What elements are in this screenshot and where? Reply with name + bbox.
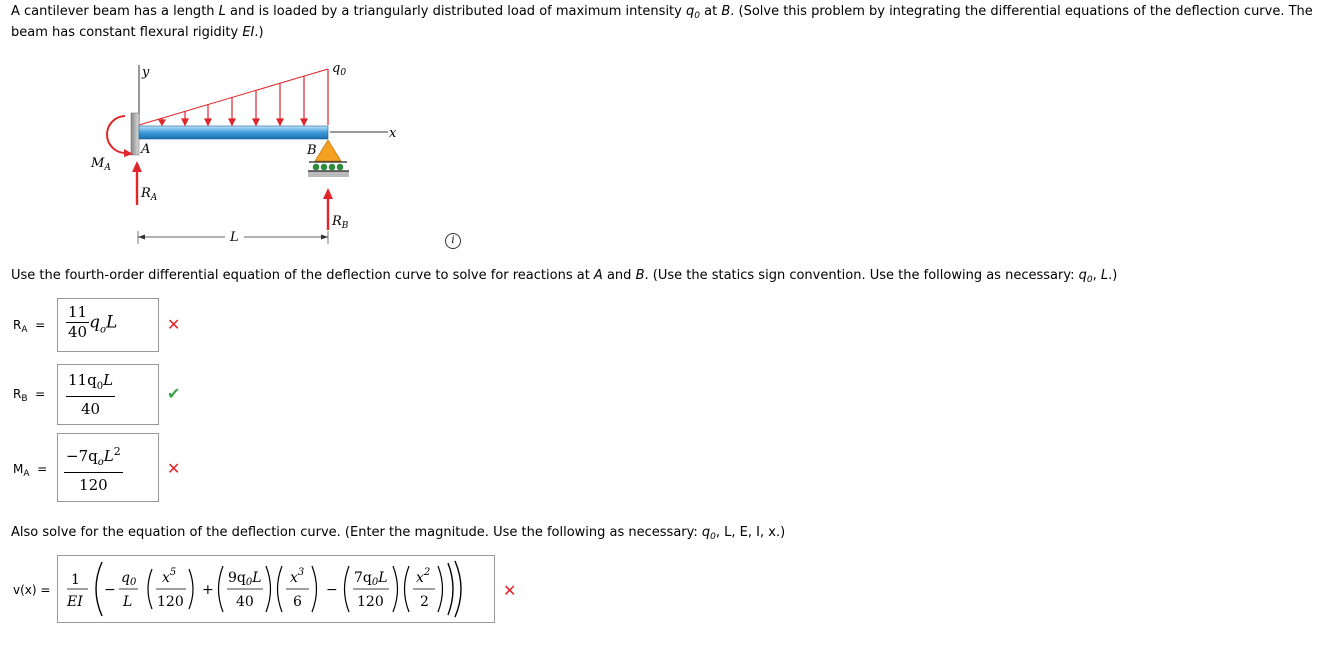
paren-left bbox=[148, 569, 152, 609]
load-arrows bbox=[159, 76, 307, 125]
plus-sign: + bbox=[202, 582, 214, 598]
denominator: 120 bbox=[79, 476, 108, 494]
denominator-120: 120 bbox=[157, 594, 184, 610]
var-q: q bbox=[1078, 268, 1087, 283]
equals-sign: = bbox=[37, 462, 48, 476]
x-axis-label: x bbox=[389, 126, 397, 141]
paren-right bbox=[455, 561, 461, 617]
RA-arrowhead bbox=[132, 161, 142, 172]
minus-sign: − bbox=[326, 582, 338, 598]
RA-answer-input[interactable] bbox=[57, 298, 159, 352]
question-text: .) bbox=[1108, 268, 1118, 283]
load-top-line bbox=[139, 69, 328, 125]
superscript: 2 bbox=[113, 445, 121, 458]
q0-numerator: $q_0$ bbox=[121, 570, 137, 588]
prompt-text: A cantilever beam has a length bbox=[11, 4, 219, 19]
MA-expression bbox=[64, 442, 123, 497]
question-reactions bbox=[11, 266, 1117, 287]
question-text: , L, E, I, x.) bbox=[715, 525, 786, 540]
RA-incorrect-icon: ✕ bbox=[167, 315, 181, 334]
var-L: L bbox=[1100, 268, 1109, 283]
var-B: B bbox=[635, 268, 645, 283]
deflection-answer-input[interactable] bbox=[57, 555, 495, 623]
x3-numerator: $x^3$ bbox=[290, 567, 305, 586]
paren-left bbox=[96, 562, 102, 616]
roller bbox=[321, 164, 328, 171]
prompt-text: and is loaded by a triangularly distributed load of maximum intensity bbox=[225, 4, 686, 19]
ground bbox=[308, 171, 349, 177]
RB-answer-input[interactable] bbox=[57, 364, 159, 425]
MA-label bbox=[13, 461, 47, 479]
y-axis-label: y bbox=[142, 65, 150, 80]
minus-sign: − bbox=[104, 582, 116, 598]
B-label: B bbox=[307, 143, 317, 158]
info-icon[interactable]: i bbox=[445, 233, 461, 249]
denominator-40: 40 bbox=[236, 594, 254, 610]
paren-left bbox=[405, 566, 410, 612]
MA-fraction bbox=[64, 442, 123, 497]
subscript: B bbox=[21, 394, 28, 404]
subscript: o bbox=[99, 324, 107, 336]
question-text: , bbox=[1092, 268, 1101, 283]
subscript: A bbox=[23, 469, 30, 479]
deflection-expression bbox=[58, 556, 494, 622]
denominator-120: 120 bbox=[357, 594, 384, 610]
RA-expression bbox=[66, 303, 117, 342]
question-text: and bbox=[602, 268, 636, 283]
RB-fraction bbox=[66, 371, 115, 421]
RA-fraction bbox=[66, 303, 89, 342]
roller bbox=[337, 164, 344, 171]
var-EI: EI bbox=[242, 25, 255, 40]
paren-right bbox=[189, 569, 193, 609]
dimension-arrow-left bbox=[138, 235, 145, 240]
MA-incorrect-icon: ✕ bbox=[167, 459, 181, 478]
MA-label: $M_A$ bbox=[91, 156, 111, 173]
var-L: L bbox=[218, 4, 226, 19]
question-text: . (Use the statics sign convention. Use the following as necessary: bbox=[644, 268, 1079, 283]
RB-expression bbox=[66, 371, 115, 421]
var-L: L bbox=[103, 371, 114, 389]
pin-support bbox=[315, 140, 341, 161]
denominator-6: 6 bbox=[293, 594, 302, 610]
fixed-wall bbox=[131, 113, 139, 155]
RB-label: $R_B$ bbox=[332, 214, 349, 231]
subscript: 0 bbox=[710, 532, 716, 542]
var-q: q bbox=[701, 525, 711, 540]
denominator-2: 2 bbox=[420, 594, 429, 610]
A-label: A bbox=[141, 142, 151, 157]
prompt-text: .) bbox=[254, 25, 264, 40]
length-label: L bbox=[230, 230, 239, 245]
numerator-one: 1 bbox=[71, 572, 80, 588]
var-q: q bbox=[89, 312, 100, 333]
seven-q0-L-numerator: $7q_0L$ bbox=[354, 570, 388, 588]
subscript: 0 bbox=[1086, 275, 1093, 285]
label-text: R bbox=[13, 387, 22, 401]
subscript: A bbox=[21, 325, 28, 335]
var-A: A bbox=[593, 268, 603, 283]
denominator: 40 bbox=[80, 400, 101, 418]
paren-right bbox=[393, 566, 398, 612]
equals-sign: = bbox=[35, 318, 46, 332]
label-text: v(x) bbox=[13, 583, 37, 597]
paren-right bbox=[448, 563, 453, 615]
paren-left bbox=[345, 566, 350, 612]
paren-right bbox=[438, 566, 443, 612]
prompt-text: . (Solve this problem by integrating the differential equations of the deflection curve. The beam has constant flexural rigidity bbox=[11, 4, 1313, 40]
numerator-text: 11q bbox=[68, 371, 97, 389]
problem-statement bbox=[11, 2, 1331, 43]
deflection-label bbox=[13, 582, 50, 598]
subscript: 0 bbox=[96, 381, 104, 392]
beam bbox=[139, 126, 328, 139]
paren-right bbox=[312, 566, 317, 612]
roller bbox=[329, 164, 336, 171]
L-denominator: L bbox=[123, 594, 133, 610]
RB-arrowhead bbox=[323, 188, 333, 199]
label-text: M bbox=[13, 462, 24, 476]
subscript: o bbox=[97, 457, 104, 468]
numerator-text: −7q bbox=[66, 447, 98, 465]
var-L: L bbox=[103, 447, 114, 465]
var-B: B bbox=[721, 4, 731, 19]
equals-sign: = bbox=[35, 387, 46, 401]
numerator bbox=[64, 442, 123, 473]
prompt-text: at bbox=[699, 4, 722, 19]
RA-label: $R_A$ bbox=[141, 186, 158, 203]
q0-label: $q_0$ bbox=[332, 61, 347, 78]
numerator: 11 bbox=[68, 303, 88, 321]
RA-label bbox=[13, 317, 45, 335]
moment-arrow bbox=[107, 116, 126, 153]
nine-q0-L-numerator: $9q_0L$ bbox=[228, 570, 262, 588]
deflection-incorrect-icon: ✕ bbox=[503, 581, 517, 600]
equals-sign: = bbox=[40, 583, 51, 597]
numerator bbox=[66, 371, 115, 397]
var-L: L bbox=[106, 312, 118, 333]
MA-answer-input[interactable] bbox=[57, 433, 159, 502]
beam-diagram bbox=[80, 55, 400, 250]
x2-numerator: $x^2$ bbox=[416, 567, 431, 586]
RB-label bbox=[13, 386, 45, 404]
var-q: q bbox=[685, 4, 695, 19]
subscript: 0 bbox=[694, 11, 700, 21]
denominator: 40 bbox=[68, 323, 88, 341]
x5-numerator: $x^5$ bbox=[162, 567, 177, 586]
paren-right bbox=[266, 566, 271, 612]
question-text: Also solve for the equation of the deflection curve. (Enter the magnitude. Use the following as necessary: bbox=[11, 525, 702, 540]
RB-correct-icon: ✔ bbox=[167, 384, 181, 403]
paren-left bbox=[219, 566, 224, 612]
question-deflection bbox=[11, 523, 785, 544]
label-text: R bbox=[13, 318, 22, 332]
paren-left bbox=[278, 566, 283, 612]
question-text: Use the fourth-order differential equation of the deflection curve to solve for reactions at bbox=[11, 268, 594, 283]
denominator-EI: EI bbox=[67, 594, 83, 610]
dimension-arrow-right bbox=[321, 235, 328, 240]
roller bbox=[313, 164, 320, 171]
